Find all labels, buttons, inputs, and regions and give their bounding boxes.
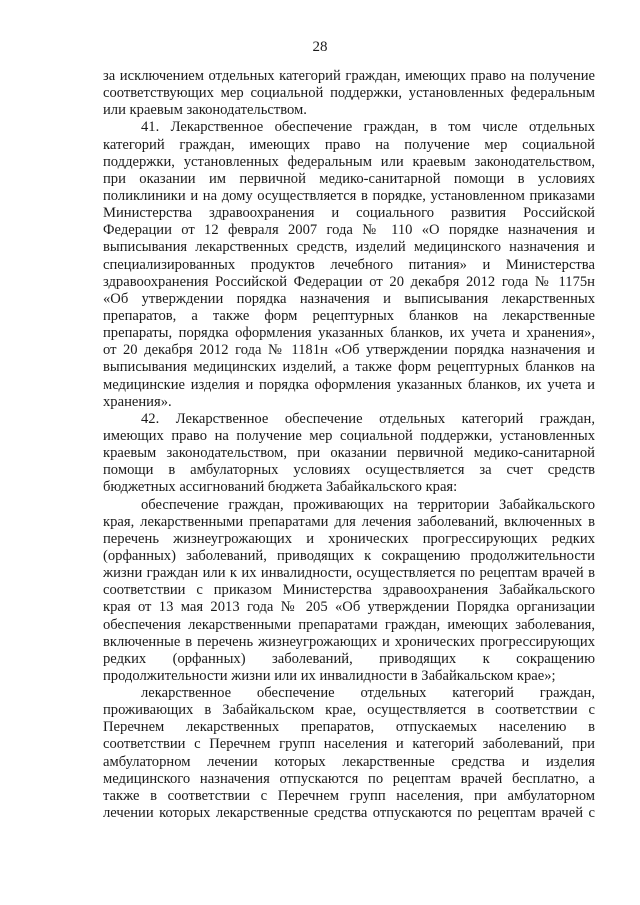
text-line: продолжительности жизни или их инвалидности в Забайкальском крае»; [103, 667, 556, 684]
text-line: специализированных продуктов лечебного питания» и Министерства [103, 256, 595, 273]
text-line: соответствующих мер социальной поддержки, установленных федеральным [103, 85, 595, 102]
text-line: редких (орфанных) заболеваний, приводящих к сокращению [103, 650, 595, 667]
text-line: также в соответствии с Перечнем групп населения, при амбулаторном [103, 787, 595, 804]
text-line: обеспечение граждан, проживающих на территории Забайкальского [141, 496, 595, 513]
text-line: лечении которых лекарственные средства отпускаются по рецептам врачей с [103, 805, 595, 822]
text-line: поликлиники и на дому осуществляется в порядке, установленном приказами [103, 187, 595, 204]
text-line: Министерства здравоохранения и социального развития Российской [103, 205, 595, 222]
text-line: соответствии с приказом Министерства здравоохранения Забайкальского [103, 582, 595, 599]
document-body [103, 68, 595, 822]
text-line: проживающих в Забайкальском крае, осуществляется в соответствии с [103, 702, 595, 719]
text-line: жизни граждан или к их инвалидности, осуществляется по рецептам врачей в [103, 565, 595, 582]
text-line: Перечнем лекарственных препаратов, отпускаемых населению в [103, 719, 595, 736]
text-line: 41. Лекарственное обеспечение граждан, в том числе отдельных [141, 119, 595, 136]
text-line: от 20 декабря 2012 года № 1181н «Об утверждении порядка назначения и [103, 342, 595, 359]
text-line: лекарственное обеспечение отдельных категорий граждан, [141, 685, 595, 702]
text-line: «Об утверждении порядка назначения и выписывания лекарственных [103, 290, 595, 307]
text-line: края, лекарственными препаратами для лечения заболеваний, включенных в [103, 513, 595, 530]
text-line: соответствии с Перечнем групп населения и категорий заболеваний, при [103, 736, 595, 753]
text-line: за исключением отдельных категорий граждан, имеющих право на получение [103, 68, 595, 84]
text-line: медицинского назначения отпускаются по рецептам врачей бесплатно, а [103, 770, 595, 787]
text-line: краевым законодательством, при оказании первичной медико-санитарной [103, 445, 595, 462]
text-line: препараты, порядка оформления указанных бланков, их учета и хранения», [103, 325, 595, 342]
text-line: препаратов, а также форм рецептурных бланков на лекарственные [103, 307, 595, 324]
text-line: помощи в амбулаторных условиях осуществляется за счет средств [103, 462, 595, 479]
text-line: при оказании им первичной медико-санитарной помощи в условиях [103, 170, 595, 187]
text-line: Федерации от 12 февраля 2007 года № 110 «О порядке назначения и [103, 222, 595, 239]
text-line: края от 13 мая 2013 года № 205 «Об утверждении Порядка организации [103, 599, 595, 616]
text-line: 42. Лекарственное обеспечение отдельных категорий граждан, [141, 410, 595, 427]
text-line: имеющих право на получение мер социальной поддержки, установленных [103, 427, 595, 444]
text-line: категорий граждан, имеющих право на получение мер социальной [103, 136, 595, 153]
text-line: выписывания лекарственных средств, изделий медицинского назначения и [103, 239, 595, 256]
text-line: медицинские изделия и порядка оформления указанных бланков, их учета и [103, 376, 595, 393]
text-line: (орфанных) заболеваний, приводящих к сокращению продолжительности [103, 547, 595, 564]
text-line: поддержки, установленных федеральным или краевым законодательством, [103, 153, 595, 170]
text-line: амбулаторном лечении которых лекарственные средства и изделия [103, 753, 595, 770]
text-line: или краевым законодательством. [103, 102, 307, 119]
text-line: бюджетных ассигнований бюджета Забайкальского края: [103, 479, 458, 496]
page-number: 28 [312, 39, 328, 55]
text-line: обеспечения лекарственными препаратами граждан, имеющих заболевания, [103, 616, 595, 633]
text-line: выписывания медицинских изделий, а также форм рецептурных бланков на [103, 359, 595, 376]
text-line: хранения». [103, 393, 172, 410]
text-line: здравоохранения Российской Федерации от 20 декабря 2012 года № 1175н [103, 273, 595, 290]
text-line: включенные в перечень жизнеугрожающих и хронических прогрессирующих [103, 633, 595, 650]
text-line: перечень жизнеугрожающих и хронических прогрессирующих редких [103, 530, 595, 547]
